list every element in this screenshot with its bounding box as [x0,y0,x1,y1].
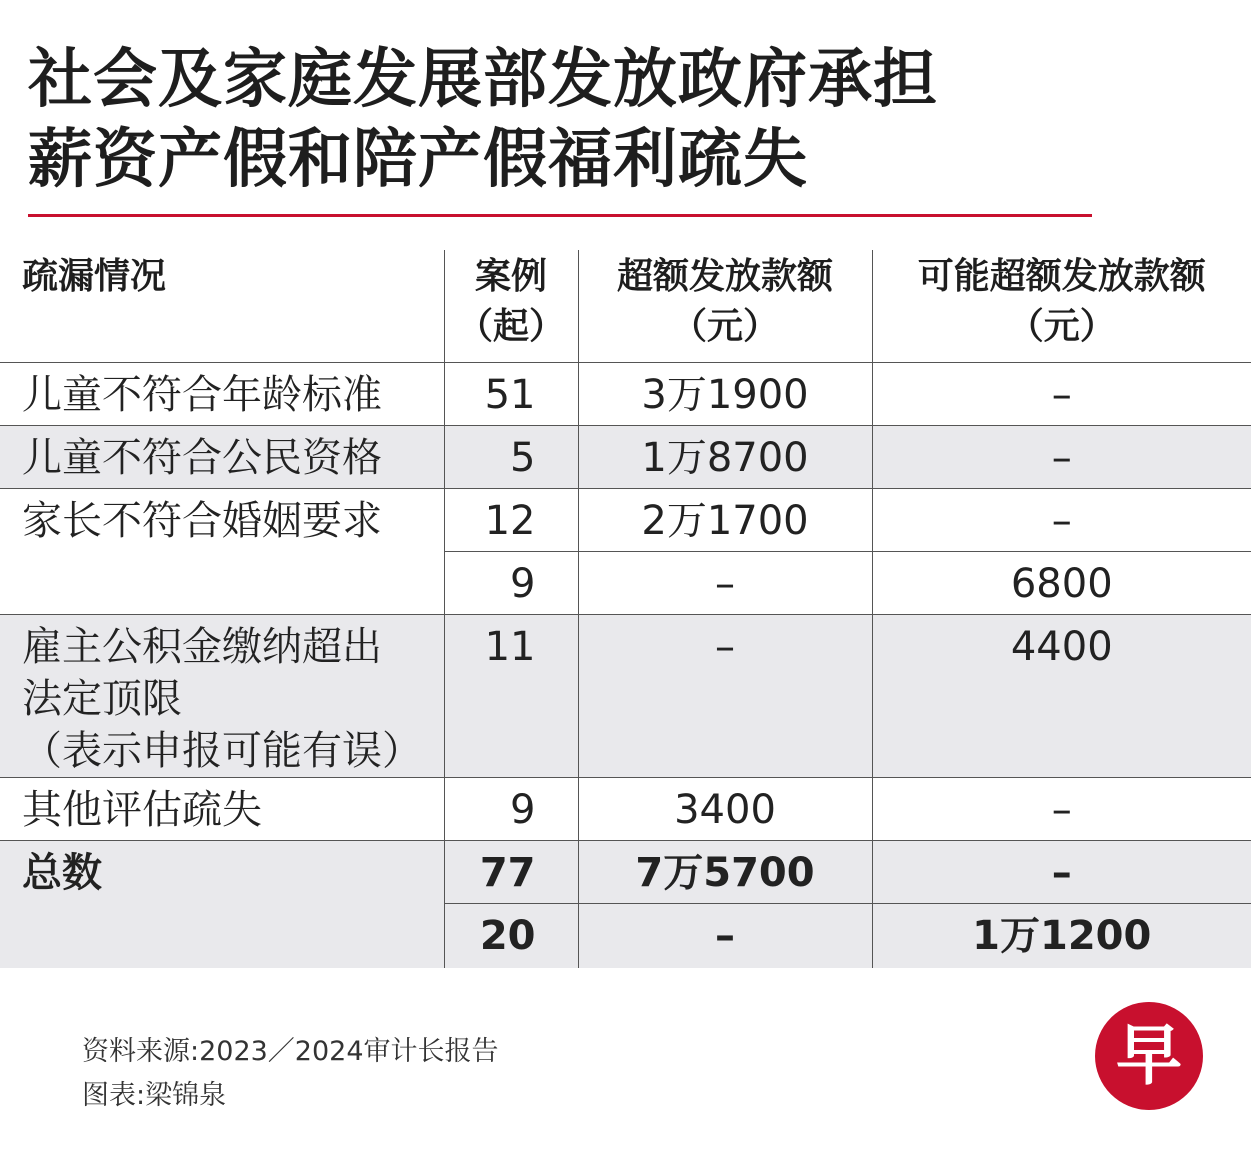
row-label: 儿童不符合年龄标准 [0,363,444,426]
header-issue: 疏漏情况 [22,256,167,297]
total-label: 总数 [0,841,444,904]
row-possible: – [872,363,1251,426]
row-overpaid: – [578,615,872,778]
row-cases: 11 [444,615,578,778]
row-possible: 6800 [872,552,1251,615]
row-cases: 9 [444,778,578,841]
row-label [0,552,444,615]
row-label-line1: 雇主公积金缴纳超出 [22,624,382,670]
total-label [0,904,444,969]
header-possible-line1: 可能超额发放款额 [917,256,1206,297]
total-cases: 20 [444,904,578,969]
row-label-line2: 法定顶限 [22,676,182,722]
total-possible: – [872,841,1251,904]
header-possible-line2: （元） [1007,306,1116,347]
header-overpaid-line1: 超额发放款额 [616,256,833,297]
total-row [0,841,1251,904]
header-cases [444,250,578,363]
data-table [0,250,1251,968]
header-row [0,250,1251,363]
zaobao-logo [1095,1002,1203,1110]
total-cases: 77 [444,841,578,904]
header-overpaid [578,250,872,363]
total-overpaid: – [578,904,872,969]
row-cases: 9 [444,552,578,615]
row-cases: 51 [444,363,578,426]
row-overpaid: – [578,552,872,615]
total-possible: 1万1200 [872,904,1251,969]
row-possible: – [872,489,1251,552]
header-possible [872,250,1251,363]
table-row [0,363,1251,426]
table-row [0,778,1251,841]
row-label-line3: （表示申报可能有误） [22,728,422,774]
row-possible: 4400 [872,615,1251,778]
title-line-2: 薪资产假和陪产假福利疏失 [28,123,808,197]
header-overpaid-line2: （元） [670,306,779,347]
chart-title [28,40,1128,200]
row-label: 儿童不符合公民资格 [0,426,444,489]
row-label [0,615,444,778]
footer-notes [82,1030,499,1118]
table-row [0,552,1251,615]
row-possible: – [872,426,1251,489]
row-overpaid: 2万1700 [578,489,872,552]
row-cases: 12 [444,489,578,552]
credit-note: 图表:梁锦泉 [82,1080,227,1111]
row-cases: 5 [444,426,578,489]
table-row [0,489,1251,552]
table-row [0,426,1251,489]
title-underline [28,214,1092,217]
row-overpaid: 1万8700 [578,426,872,489]
header-cases-line2: （起） [456,306,565,347]
title-line-1: 社会及家庭发展部发放政府承担 [28,43,938,117]
row-label: 其他评估疏失 [0,778,444,841]
total-row [0,904,1251,969]
logo-glyph: 早 [1116,1017,1182,1094]
row-overpaid: 3万1900 [578,363,872,426]
row-possible: – [872,778,1251,841]
table-row [0,615,1251,778]
header-cases-line1: 案例 [474,256,547,297]
total-overpaid: 7万5700 [578,841,872,904]
row-label: 家长不符合婚姻要求 [0,489,444,552]
row-overpaid: 3400 [578,778,872,841]
source-note: 资料来源:2023／2024审计长报告 [82,1036,499,1067]
